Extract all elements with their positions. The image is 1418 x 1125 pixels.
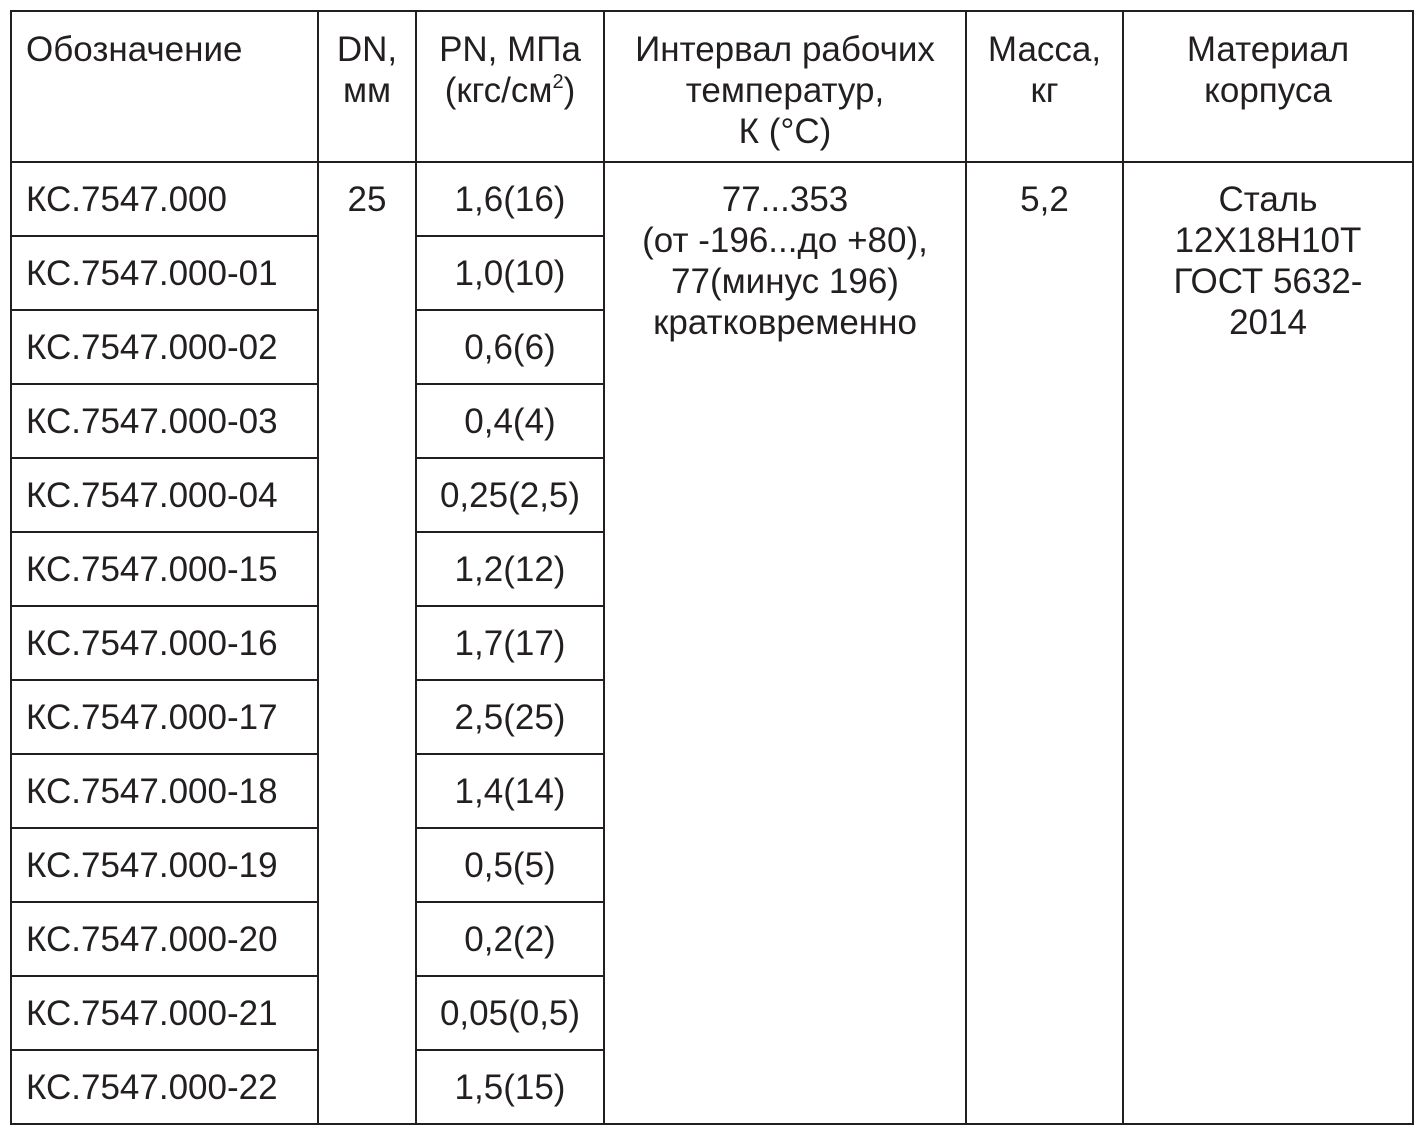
- header-mass-line-1: Масса,: [987, 30, 1102, 69]
- material-cell: [1123, 162, 1413, 1124]
- material-line-2: 12Х18Н10Т: [1174, 221, 1362, 260]
- pn-cell: 1,6(16): [416, 162, 604, 236]
- header-pn-exponent: 2: [552, 71, 564, 93]
- header-designation: Обозначение: [11, 11, 318, 162]
- pn-cell: 1,7(17): [416, 606, 604, 680]
- designation-cell: КС.7547.000-19: [11, 828, 318, 902]
- header-mass-line-2: кг: [1030, 71, 1059, 110]
- designation-cell: КС.7547.000-16: [11, 606, 318, 680]
- valve-spec-table: [10, 10, 1414, 1125]
- header-material-line-1: Материал: [1186, 30, 1350, 69]
- header-material: [1123, 11, 1413, 162]
- designation-cell: КС.7547.000-18: [11, 754, 318, 828]
- designation-cell: КС.7547.000-20: [11, 902, 318, 976]
- designation-cell: КС.7547.000-02: [11, 310, 318, 384]
- header-dn-line-2: мм: [342, 71, 392, 110]
- pn-cell: 2,5(25): [416, 680, 604, 754]
- header-pn-unit: (кгс/см: [444, 71, 553, 110]
- pn-cell: 0,6(6): [416, 310, 604, 384]
- designation-cell: КС.7547.000-01: [11, 236, 318, 310]
- temperature-cell: [604, 162, 966, 1124]
- header-pn-close: ): [563, 71, 576, 110]
- pn-cell: 1,2(12): [416, 532, 604, 606]
- header-temp-line-2: температур,: [685, 71, 885, 110]
- header-temp-line-1: Интервал рабочих: [635, 30, 935, 69]
- header-temp-line-3: К (°С): [738, 112, 832, 151]
- header-pn-line-2: [417, 70, 603, 111]
- designation-cell: КС.7547.000-03: [11, 384, 318, 458]
- pn-cell: 1,5(15): [416, 1050, 604, 1124]
- header-mass: [966, 11, 1123, 162]
- table-row: [11, 162, 1413, 236]
- temp-line-1: 77...353: [721, 180, 849, 219]
- pn-cell: 1,4(14): [416, 754, 604, 828]
- pn-cell: 0,2(2): [416, 902, 604, 976]
- temp-line-4: кратковременно: [653, 303, 917, 342]
- header-pn-line-1: PN, МПа: [439, 30, 581, 69]
- header-dn: [318, 11, 416, 162]
- dn-cell: 25: [318, 162, 416, 1124]
- temp-line-2: (от -196...до +80),: [642, 221, 928, 260]
- table-body: [11, 162, 1413, 1124]
- temp-line-3: 77(минус 196): [671, 262, 899, 301]
- pn-cell: 0,4(4): [416, 384, 604, 458]
- header-temperature: [604, 11, 966, 162]
- designation-cell: КС.7547.000: [11, 162, 318, 236]
- header-dn-line-1: DN,: [336, 30, 398, 69]
- header-pn: [416, 11, 604, 162]
- header-material-line-2: корпуса: [1204, 71, 1332, 110]
- designation-cell: КС.7547.000-17: [11, 680, 318, 754]
- material-line-1: Сталь: [1218, 180, 1318, 219]
- material-line-4: 2014: [1229, 303, 1307, 342]
- designation-cell: КС.7547.000-04: [11, 458, 318, 532]
- material-line-3: ГОСТ 5632-: [1173, 262, 1363, 301]
- header-row: [11, 11, 1413, 162]
- designation-cell: КС.7547.000-22: [11, 1050, 318, 1124]
- pn-cell: 1,0(10): [416, 236, 604, 310]
- designation-cell: КС.7547.000-15: [11, 532, 318, 606]
- pn-cell: 0,5(5): [416, 828, 604, 902]
- pn-cell: 0,05(0,5): [416, 976, 604, 1050]
- mass-cell: 5,2: [966, 162, 1123, 1124]
- designation-cell: КС.7547.000-21: [11, 976, 318, 1050]
- pn-cell: 0,25(2,5): [416, 458, 604, 532]
